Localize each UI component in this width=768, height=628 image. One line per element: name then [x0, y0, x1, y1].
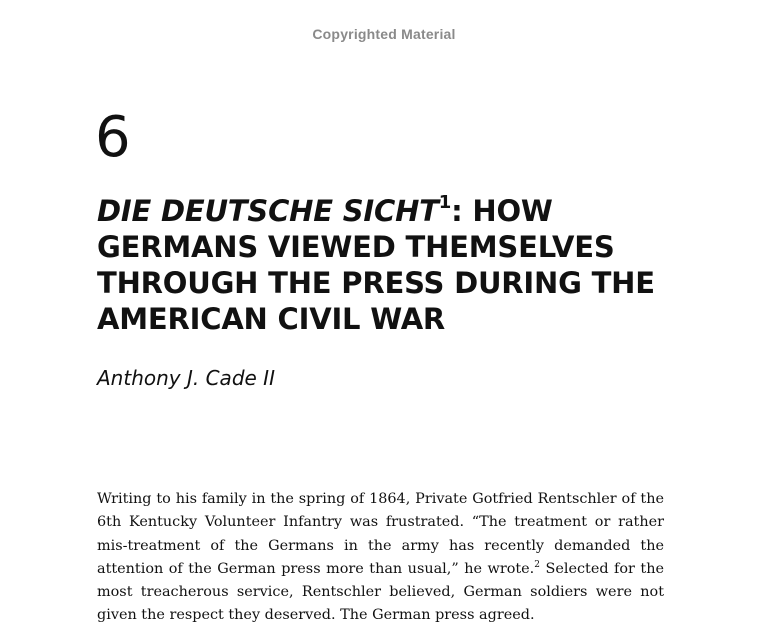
chapter-number: 6 [95, 105, 131, 170]
chapter-title [97, 193, 697, 337]
copyright-watermark: Copyrighted Material [312, 26, 456, 42]
chapter-title-italic: DIE DEUTSCHE SICHT [97, 194, 439, 228]
body-text-part1: Writing to his family in the spring of 1864, Private Gotfried Rentschler of the 6th Kentucky Volunteer Infantry was frustrated. “The treatment or rather mis-treatment of the Germans in the army has recently demanded the attention of the German press more than usual,” he wrote. [97, 491, 664, 577]
chapter-author: Anthony J. Cade II [97, 366, 275, 390]
title-footnote-ref[interactable]: 1 [438, 192, 452, 214]
body-text-part2: Selected for the most treacherous service, Rentschler believed, German soldiers were not given the respect they deserved. The German press agreed. [97, 560, 664, 624]
chapter-title-rest: : HOW GERMANS VIEWED THEMSELVES THROUGH THE PRESS DURING THE AMERICAN CIVIL WAR [97, 194, 655, 336]
body-paragraph [97, 488, 664, 628]
footnote-ref[interactable]: 2 [534, 560, 540, 571]
